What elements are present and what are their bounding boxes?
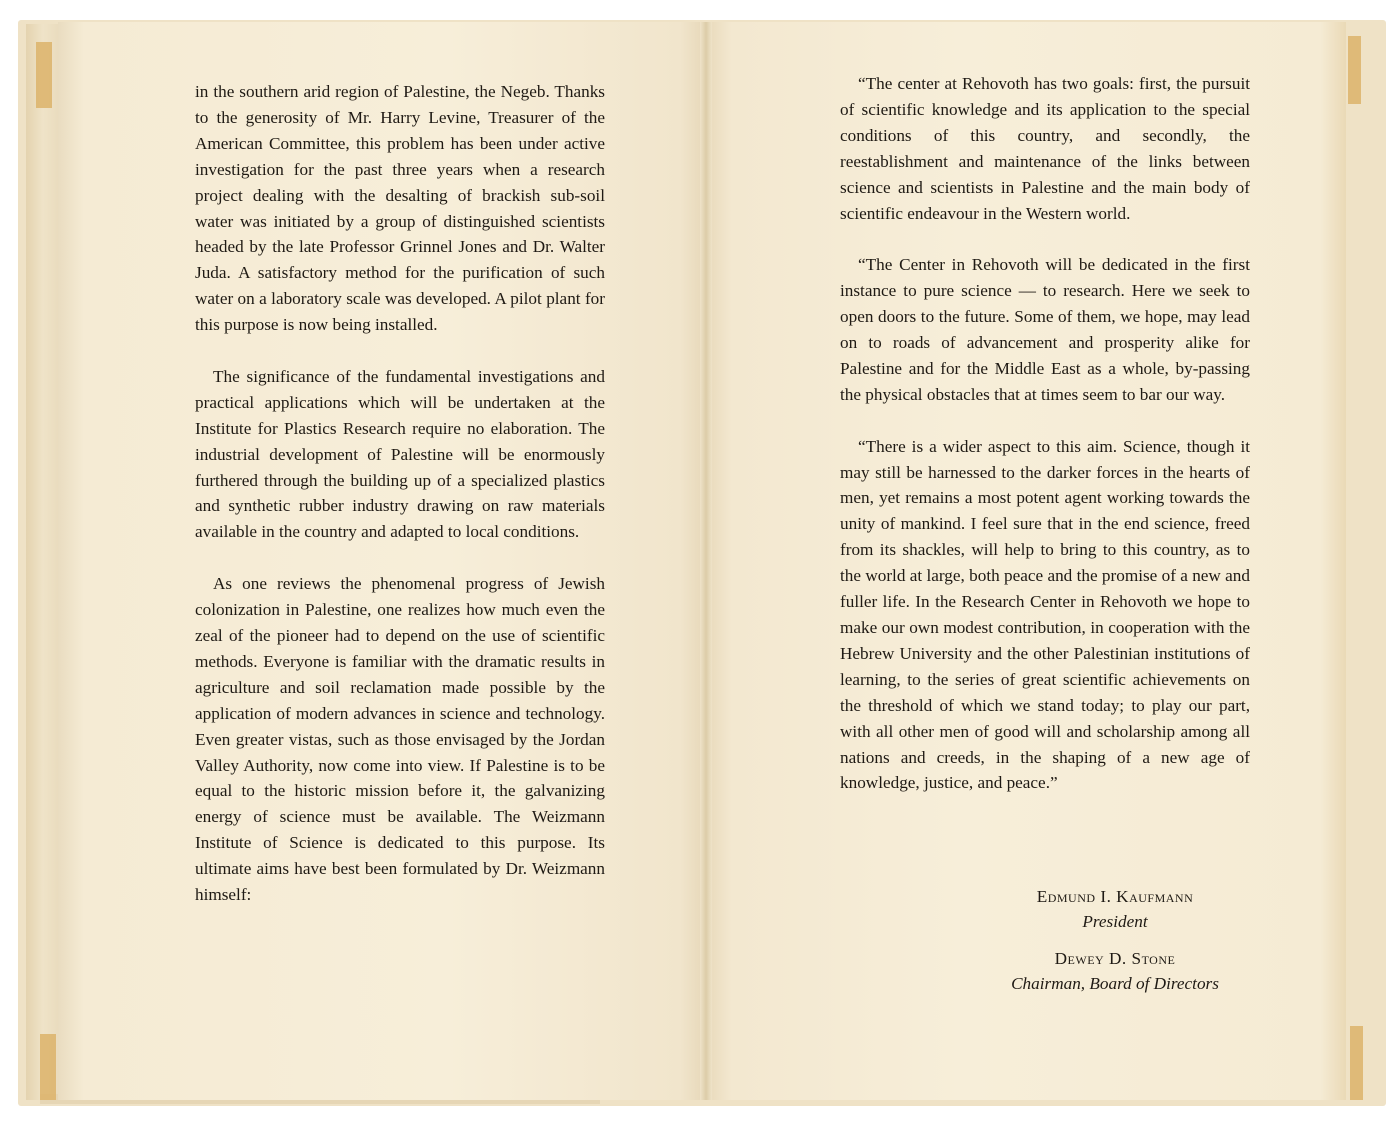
right-page-text: [840, 71, 1250, 822]
right-paragraph-1: “The center at Rehovoth has two goals: first, the pursuit of scientific knowledge and its application to the special conditions of this country, and secondly, the reestablishment and maintenance of the links between science and scientists in Palestine and the main body of scientific endeavour in the Western world.: [840, 74, 1250, 223]
tape-top-left: [36, 42, 52, 108]
right-paragraph-3: “There is a wider aspect to this aim. Science, though it may still be harnessed to the darker forces in the hearts of men, yet remains a most potent agent working towards the unity of mankind. I feel sure that in the end science, freed from its shackles, will help to bring to this country, as to the world at large, both peace and the promise of a new and fuller life. In the Research Center in Rehovoth we hope to make our own modest contribution, in cooperation with the Hebrew University and the other Palestinian institutions of learning, to the series of great scientific achievements on the threshold of which we stand today; to play our part, with all other men of good will and scholarship among all nations and creeds, in the shaping of a new age of knowledge, justice, and peace.”: [840, 436, 1250, 793]
signature-block-2: [980, 946, 1250, 996]
signatory-title: Chairman, Board of Directors: [1011, 974, 1219, 993]
signatory-name: Edmund I. Kaufmann: [1036, 887, 1194, 906]
left-paragraph-3: As one reviews the phenomenal progress of Jewish colonization in Palestine, one realizes how much even the zeal of the pioneer had to depend on the use of scientific methods. Everyone is familiar with the dramatic results in agriculture and soil reclamation made possible by the application of modern advances in science and technology. Even greater vistas, such as those envisaged by the Jordan Valley Authority, now come into view. If Palestine is to be equal to the historic mission before it, the galvanizing energy of science must be available. The Weizmann Institute of Science is dedicated to this purpose. Its ultimate aims have best been formulated by Dr. Weizmann himself:: [195, 574, 605, 905]
tape-bottom-right: [1350, 1026, 1363, 1100]
signature-block-1: [990, 884, 1240, 934]
page-stack-edge-left: [26, 24, 60, 1100]
tape-top-right: [1348, 36, 1361, 104]
left-paragraph-1: in the southern arid region of Palestine, the Negeb. Thanks to the generosity of Mr. Harry Levine, Treasurer of the American Committee, this problem has been under active investigation for the past three years when a research project dealing with the desalting of brackish sub-soil water was initiated by a group of distinguished scientists headed by the late Professor Grinnel Jones and Dr. Walter Juda. A satisfactory method for the purification of such water on a laboratory scale was developed. A pilot plant for this purpose is now being installed.: [195, 82, 605, 335]
signatory-title: President: [1082, 912, 1148, 931]
right-paragraph-2: “The Center in Rehovoth will be dedicated in the first instance to pure science — to research. Here we seek to open doors to the future. Some of them, we hope, may lead on to roads of advancement and prosperity alike for Palestine and for the Middle East as a whole, by-passing the physical obstacles that at times seem to bar our way.: [840, 255, 1250, 404]
left-page-text: [195, 79, 605, 934]
book-spine: [700, 22, 712, 1100]
left-paragraph-2: The significance of the fundamental investigations and practical applications which will be undertaken at the Institute for Plastics Research require no elaboration. The industrial development of Palestine will be enormously furthered through the building up of a specialized plastics and synthetic rubber industry drawing on raw materials available in the country and adapted to local conditions.: [195, 366, 605, 542]
signatory-name: Dewey D. Stone: [1054, 949, 1176, 968]
tape-bottom-left: [40, 1034, 56, 1100]
